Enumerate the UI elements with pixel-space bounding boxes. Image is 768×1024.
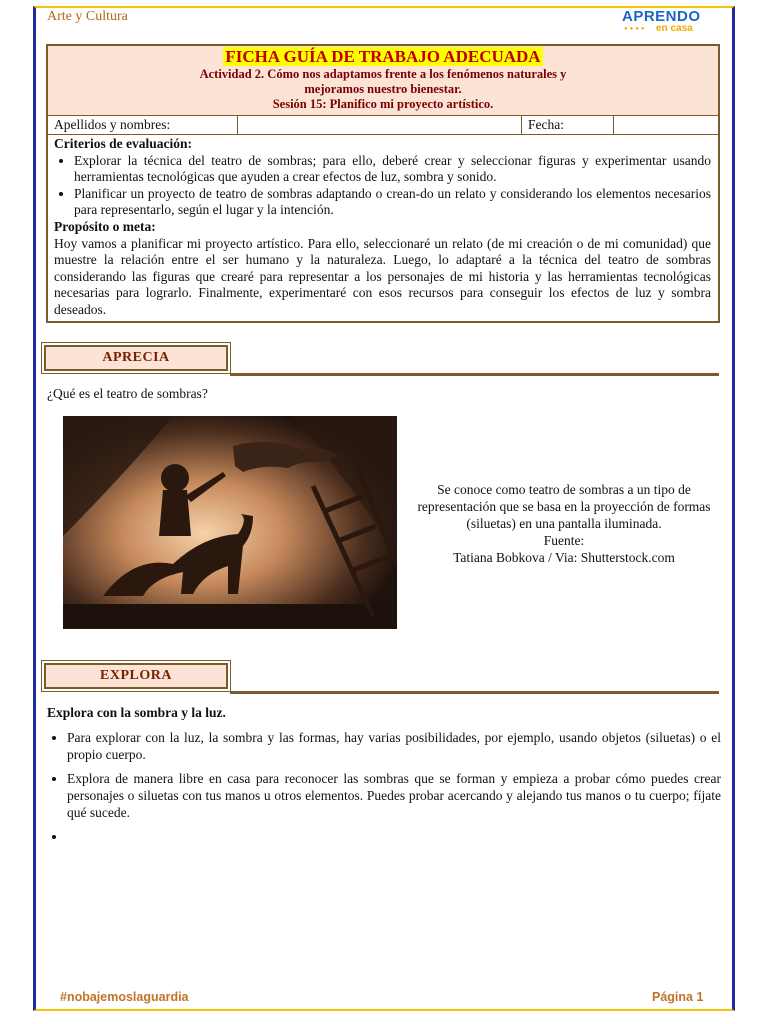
aprecia-tab: APRECIA (44, 345, 228, 371)
aprendo-en-casa-logo (622, 9, 704, 33)
criteria-list (54, 153, 711, 219)
photo-caption (410, 481, 718, 566)
caption-text: Se conoce como teatro de sombras a un tipo de representación que se basa en la proyección de formas (siluetas) en una pantalla iluminada. (417, 482, 711, 531)
criteria-item: • Planificar un proyecto de teatro de sombras adaptando o crean-do un relato y considerando los elementos necesarios para representarlo, según el lugar y la intención. (74, 186, 711, 219)
footer-page-number: Página 1 (652, 990, 704, 1004)
list-item: • Para explorar con la luz, la sombra y las formas, hay varias posibilidades, por ejemplo, usando objetos (siluetas) o el propio cuerpo. (67, 729, 721, 763)
explora-list (47, 729, 721, 852)
title-block (48, 46, 718, 116)
criteria-section (48, 135, 718, 321)
shadow-theater-photo (63, 416, 397, 629)
date-field[interactable] (614, 116, 718, 134)
footer-hashtag: #nobajemoslaguardia (60, 990, 189, 1004)
student-info-row (48, 116, 718, 135)
aprecia-question: ¿Qué es el teatro de sombras? (47, 386, 208, 401)
source-label: Fuente: (543, 533, 585, 548)
date-label: Fecha: (522, 116, 614, 134)
purpose-text: Hoy vamos a planificar mi proyecto artístico. Para ello, seleccionaré un relato (de mi creación o de mi comunidad) que muestre la relación entre el ser humano y la naturaleza. Luego, lo adaptaré a la técnica del teatro de sombras considerando las figuras que crearé para representar a los personajes de mi historia y las herramientas tecnológicas necesarias para lograrlo. Finalmente, experimentaré con esos recursos para conseguir los efectos de luz y sombra deseados. (54, 235, 711, 317)
name-label: Apellidos y nombres: (48, 116, 238, 134)
name-field[interactable] (238, 116, 522, 134)
worksheet-header-table (46, 44, 720, 323)
criteria-heading: Criterios de evaluación: (54, 136, 192, 151)
list-item (67, 828, 721, 845)
activity-line-1: Actividad 2. Cómo nos adaptamos frente a los fenómenos naturales y (199, 67, 567, 81)
session-title: Sesión 15: Planifico mi proyecto artístico. (272, 97, 494, 111)
activity-line-2: mejoramos nuestro bienestar. (304, 82, 462, 96)
explora-divider (230, 691, 719, 694)
logo-dots-icon: ●●●● (624, 26, 647, 32)
explora-tab: EXPLORA (44, 663, 228, 689)
list-item: • Explora de manera libre en casa para reconocer las sombras que se forman y empieza a probar cómo puedes crear personajes o siluetas con tus manos u otros elementos. Puedes probar acercando y alejando tus manos o tu cuerpo; fíjate qué sucede. (67, 770, 721, 821)
shadow-theater-illustration (63, 416, 397, 629)
aprecia-divider (230, 373, 719, 376)
explora-heading: Explora con la sombra y la luz. (47, 705, 226, 720)
purpose-heading: Propósito o meta: (54, 218, 156, 234)
logo-main-text: APRENDO (622, 8, 701, 25)
source-credit: Tatiana Bobkova / Via: Shutterstock.com (453, 550, 675, 565)
header-subject: Arte y Cultura (47, 9, 128, 24)
logo-sub-text: en casa (656, 23, 693, 34)
worksheet-title: FICHA GUÍA DE TRABAJO ADECUADA (225, 47, 541, 66)
criteria-item: • Explorar la técnica del teatro de sombras; para ello, deberé crear y seleccionar figuras y experimentar usando herramientas tecnológicas que ayuden a crear efectos de luz, sombra y sonido. (74, 153, 711, 186)
